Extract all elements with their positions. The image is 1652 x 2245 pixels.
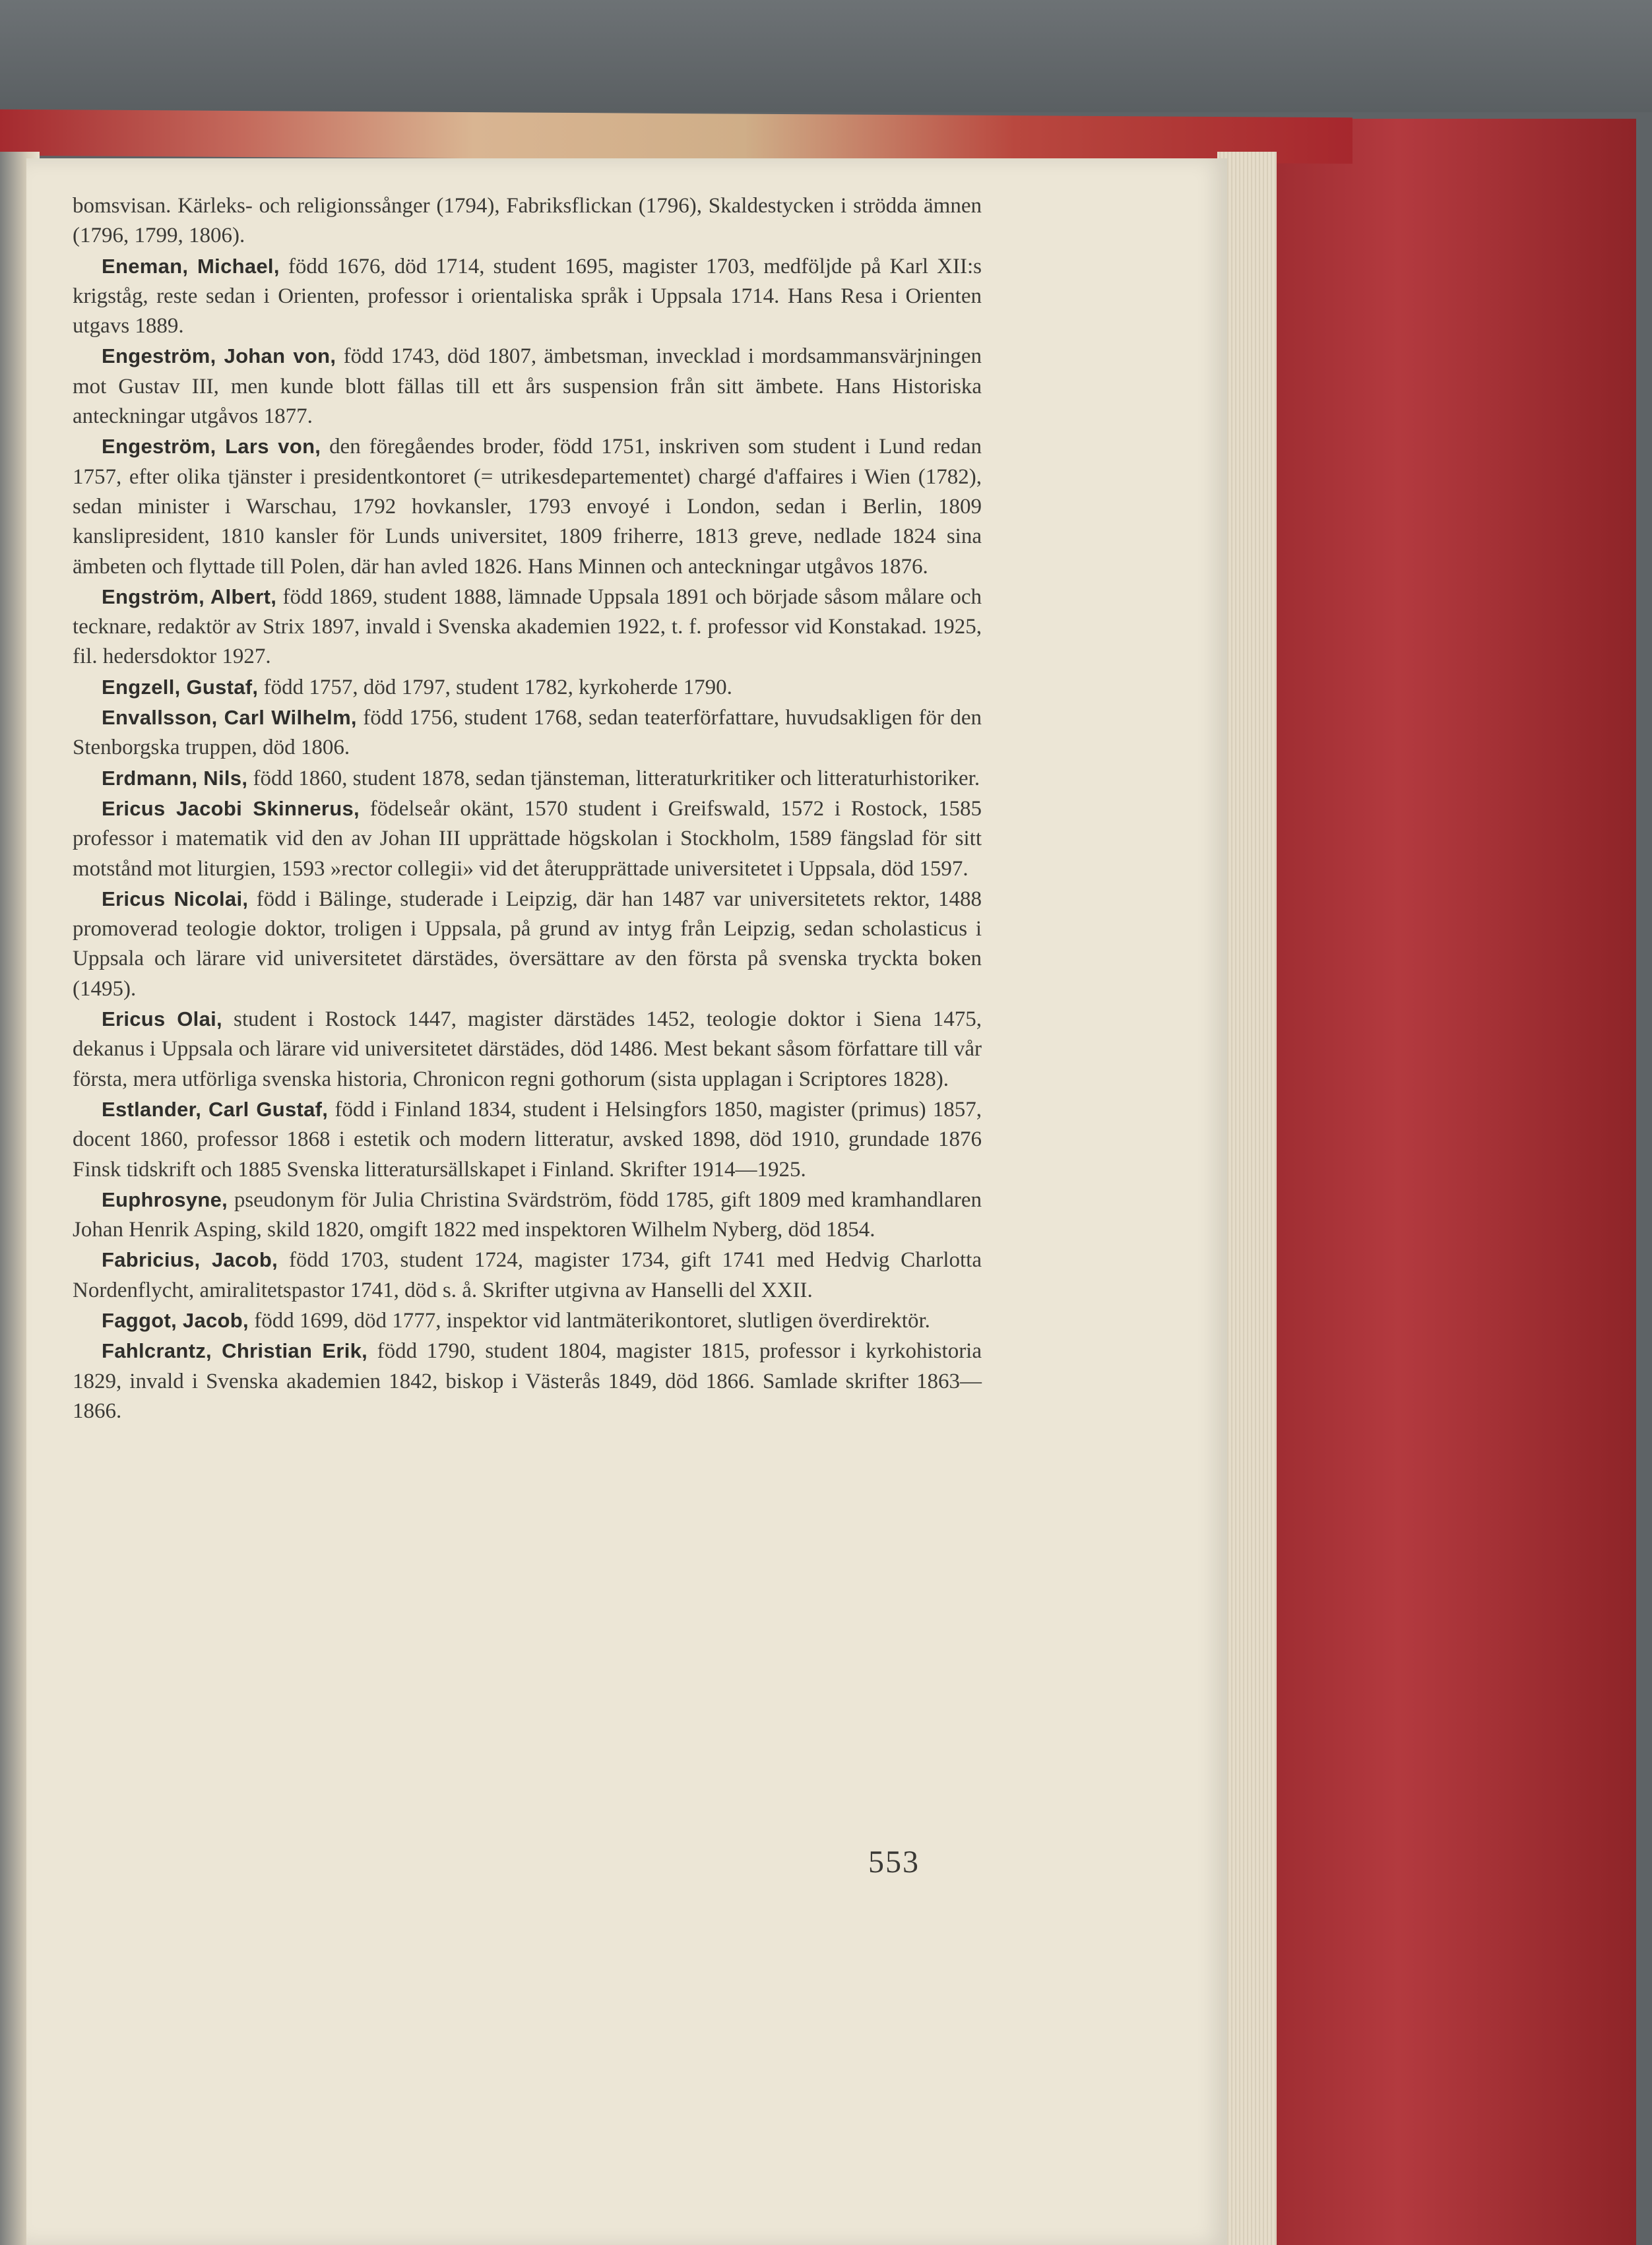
entry xyxy=(73,1336,982,1426)
entry xyxy=(73,1094,982,1185)
entry xyxy=(73,1245,982,1306)
entry xyxy=(73,884,982,1004)
entry-name: Fabricius, Jacob, xyxy=(102,1248,278,1272)
entry-name: Engeström, Johan von, xyxy=(102,344,336,368)
page-number: 553 xyxy=(868,1845,920,1880)
entry-text: född 1676, död 1714, student 1695, magister 1703, medföljde på Karl XII:s krigståg, reste sedan i Orienten, professor i orientaliska språk i Uppsala 1714. Hans Resa i Orienten utgavs 1889. xyxy=(73,254,982,338)
dictionary-text xyxy=(73,191,982,1426)
entry-name: Engzell, Gustaf, xyxy=(102,675,259,699)
entry-text: födelseår okänt, 1570 student i Greifswald, 1572 i Rostock, 1585 professor i matematik vid den av Johan III upprättade högskolan i Stockholm, 1589 fängslad för sitt motstånd mot liturgien, 1593 »rector collegii» vid det återupprättade universitetet i Uppsala, död 1597. xyxy=(73,796,982,881)
backdrop xyxy=(0,0,1652,112)
entry-text: född 1790, student 1804, magister 1815, professor i kyrkohistoria 1829, invald i Svenska akademien 1842, biskop i Västerås 1849, död 1866. Samlade skrifter 1863—1866. xyxy=(73,1339,982,1423)
entry-text: född 1699, död 1777, inspektor vid lantmäterikontoret, slutligen överdirektör. xyxy=(248,1308,930,1333)
entry-name: Envallsson, Carl Wilhelm, xyxy=(102,706,357,730)
book-cover xyxy=(1240,119,1636,2245)
entry-name: Erdmann, Nils, xyxy=(102,766,248,790)
entry xyxy=(73,763,982,794)
entry-name: Ericus Nicolai, xyxy=(102,887,249,910)
entry-text: född 1743, död 1807, ämbetsman, invecklad i mordsammansvärjningen mot Gustav III, men kunde blott fällas till ett års suspension från sitt ämbete. Hans Historiska anteckningar utgåvos 1877. xyxy=(73,344,982,429)
entry-name: Estlander, Carl Gustaf, xyxy=(102,1097,329,1121)
entry-text: född 1860, student 1878, sedan tjänsteman, litteraturkritiker och litteraturhistoriker. xyxy=(247,766,980,790)
entry-text: född 1756, student 1768, sedan teaterförfattare, huvudsakligen för den Stenborgska truppen, död 1806. xyxy=(73,706,982,760)
entry xyxy=(73,794,982,884)
page-top-edge xyxy=(0,110,1352,164)
entry-text: född 1757, död 1797, student 1782, kyrkoherde 1790. xyxy=(258,675,732,699)
entry-name: Fahlcrantz, Christian Erik, xyxy=(102,1339,368,1363)
entry-text: den föregåendes broder, född 1751, inskriven som student i Lund redan 1757, efter olika tjänster i presidentkontoret (= utrikesdepartementet) chargé d'affaires i Wien (1782), sedan minister i Warschau, 1792 hovkansler, 1793 envoyé i London, sedan i Berlin, 1809 kanslipresident, 1810 kansler för Lunds universitet, 1809 friherre, 1813 greve, nedlade 1824 sina ämbeten och flyttade till Polen, där han avled 1826. Hans Minnen och anteckningar utgåvos 1876. xyxy=(73,435,982,579)
entry xyxy=(73,251,982,342)
entry xyxy=(73,703,982,763)
entry xyxy=(73,1185,982,1246)
entry-name: Ericus Jacobi Skinnerus, xyxy=(102,796,360,820)
entry xyxy=(73,431,982,581)
entry-name: Engeström, Lars von, xyxy=(102,435,321,458)
entry-text: född i Finland 1834, student i Helsingfors 1850, magister (primus) 1857, docent 1860, professor 1868 i estetik och modern litteratur, avsked 1898, död 1910, grundade 1876 Finsk tidskrift och 1885 Svenska litteratursällskapet i Finland. Skrifter 1914—1925. xyxy=(73,1097,982,1182)
entry-name: Eneman, Michael, xyxy=(102,254,280,278)
entry xyxy=(73,1004,982,1094)
entry-name: Faggot, Jacob, xyxy=(102,1308,249,1332)
entry-text: pseudonym för Julia Christina Svärdström, född 1785, gift 1809 med kramhandlaren Johan Henrik Asping, skild 1820, omgift 1822 med inspektoren Wilhelm Nyberg, död 1854. xyxy=(73,1187,982,1242)
entry-name: Euphrosyne, xyxy=(102,1187,228,1211)
entry-text: student i Rostock 1447, magister därstädes 1452, teologie doktor i Siena 1475, dekanus i Uppsala och lärare vid universitetet därstädes, död 1486. Mest bekant såsom författare till vår första, mera utförliga svenska historia, Chronicon regni gothorum (sista upplagan i Scriptores 1828). xyxy=(73,1007,982,1091)
entry xyxy=(73,582,982,672)
continuation-paragraph: bomsvisan. Kärleks- och religionssånger (1794), Fabriksflickan (1796), Skaldestycken i strödda ämnen (1796, 1799, 1806). xyxy=(73,194,982,248)
entry-text: född i Bälinge, studerade i Leipzig, där han 1487 var universitetets rektor, 1488 promoverad teologie doktor, troligen i Uppsala, på grund av intyg från Leipzig, sedan scholasticus i Uppsala och lärare vid universitetet därstädes, översättare av den första på svenska tryckta boken (1495). xyxy=(73,887,982,1001)
entry-text: född 1869, student 1888, lämnade Uppsala 1891 och började såsom målare och tecknare, redaktör av Strix 1897, invald i Svenska akademien 1922, t. f. professor vid Konstakad. 1925, fil. hedersdoktor 1927. xyxy=(73,585,982,669)
entry xyxy=(73,1306,982,1336)
entry-name: Ericus Olai, xyxy=(102,1007,222,1031)
entry xyxy=(73,672,982,703)
entry-text: född 1703, student 1724, magister 1734, gift 1741 med Hedvig Charlotta Nordenflycht, amiralitetspastor 1741, död s. å. Skrifter utgivna av Hanselli del XXII. xyxy=(73,1248,982,1302)
entry-name: Engström, Albert, xyxy=(102,585,277,608)
entry xyxy=(73,341,982,431)
